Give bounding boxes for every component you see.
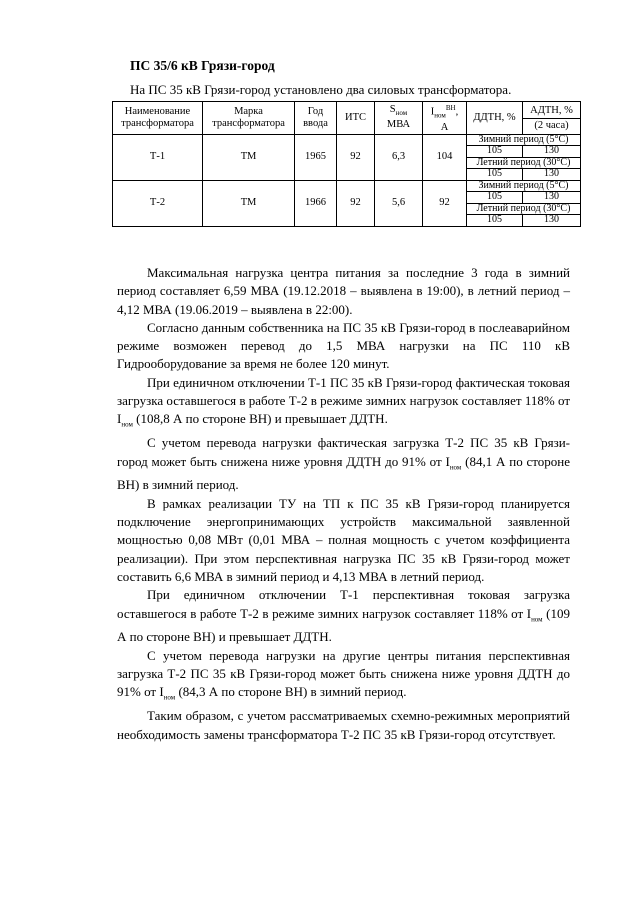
- cell-i-nom: 92: [423, 180, 467, 226]
- cell-brand: ТМ: [203, 134, 295, 180]
- cell-winter-ddtn: 105: [467, 192, 523, 204]
- table-row: [113, 180, 581, 192]
- header-s-nom: $S_{ном}$ МВА: [375, 102, 423, 135]
- section-heading: ПС 35/6 кВ Грязи-город: [130, 58, 275, 73]
- header-i-nom: $I_{ном}^{ВН}$, А: [423, 102, 467, 135]
- body-text: [117, 264, 570, 744]
- cell-summer-adtn: 130: [523, 169, 581, 181]
- header-name: Наименование трансформатора: [113, 102, 203, 135]
- cell-winter-label: Зимний период (5°С): [467, 180, 581, 192]
- transformer-table: [112, 101, 581, 227]
- cell-s-nom: 6,3: [375, 134, 423, 180]
- paragraph-transfer-actual: С учетом перевода нагрузки фактическая загрузка Т-2 ПС 35 кВ Грязи-город может быть снижена ниже уровня ДДТН до 91% от $I_{ном}$ (84,1 А по стороне ВН) в зимний период.: [117, 435, 571, 493]
- cell-summer-adtn: 130: [523, 215, 581, 227]
- cell-its: 92: [337, 134, 375, 180]
- cell-summer-ddtn: 105: [467, 215, 523, 227]
- cell-winter-label: Зимний период (5°С): [467, 134, 581, 146]
- header-its: ИТС: [337, 102, 375, 135]
- cell-name: Т-2: [113, 180, 203, 226]
- header-brand: Марка трансформатора: [203, 102, 295, 135]
- header-adtn: АДТН, % (2 часа): [523, 102, 581, 135]
- cell-year: 1966: [295, 180, 337, 226]
- paragraph-transfer-prospective: С учетом перевода нагрузки на другие центры питания перспективная загрузка Т-2 ПС 35 кВ Грязи-город может быть снижена ниже уровня ДДТН до 91% от $I_{ном}$ (84,3 А по стороне ВН) в зимний период.: [117, 647, 570, 702]
- cell-winter-adtn: 130: [523, 192, 581, 204]
- header-ddtn: ДДТН, %: [467, 102, 523, 135]
- table-header-row: [113, 102, 581, 135]
- cell-s-nom: 5,6: [375, 180, 423, 226]
- cell-i-nom: 104: [423, 134, 467, 180]
- paragraph-t1-outage-prospective: При единичном отключении Т-1 перспективная токовая загрузка оставшегося в работе Т-2 в режиме зимних нагрузок составляет 118% от $I_{ном}$ (109 А по стороне ВН) и превышает ДДТН.: [117, 587, 570, 645]
- paragraph-conclusion: Таким образом, с учетом рассматриваемых схемно-режимных мероприятий необходимость замены трансформатора Т-2 ПС 35 кВ Грязи-город отсутствует.: [117, 708, 570, 742]
- cell-summer-label: Летний период (30°С): [467, 203, 581, 215]
- cell-summer-ddtn: 105: [467, 169, 523, 181]
- paragraph-load-transfer: Согласно данным собственника на ПС 35 кВ Грязи-город в послеаварийном режиме возможен перевод до 1,5 МВА нагрузки на ПС 110 кВ Гидрооборудование за время не более 120 минут.: [117, 319, 570, 372]
- cell-name: Т-1: [113, 134, 203, 180]
- header-year: Год ввода: [295, 102, 337, 135]
- table-row: [113, 134, 581, 146]
- cell-its: 92: [337, 180, 375, 226]
- cell-year: 1965: [295, 134, 337, 180]
- cell-winter-ddtn: 105: [467, 146, 523, 158]
- paragraph-max-load: Максимальная нагрузка центра питания за последние 3 года в зимний период составляет 6,59 МВА (19.12.2018 – выявлена в 19:00), в летний период – 4,12 МВА (19.06.2019 – выявлена в 22:00).: [117, 265, 570, 317]
- paragraph-tu-connection: В рамках реализации ТУ на ТП к ПС 35 кВ Грязи-город планируется подключение энергопринимающих устройств максимальной заявленной мощностью 0,08 МВт (0,01 МВА – полная мощность с учетом коэффициента реализации). При этом перспективная нагрузка ПС 35 кВ Грязи-город может составить 6,6 МВА в зимний период и 4,13 МВА в летний период.: [117, 495, 570, 584]
- paragraph-t1-outage-actual: При единичном отключении Т-1 ПС 35 кВ Грязи-город фактическая токовая загрузка оставшегося в работе Т-2 в режиме зимних нагрузок составляет 118% от $I_{ном}$ (108,8 А по стороне ВН) и превышает ДДТН.: [117, 374, 570, 429]
- cell-brand: ТМ: [203, 180, 295, 226]
- intro-text: На ПС 35 кВ Грязи-город установлено два силовых трансформатора.: [130, 82, 512, 97]
- cell-summer-label: Летний период (30°С): [467, 157, 581, 169]
- cell-winter-adtn: 130: [523, 146, 581, 158]
